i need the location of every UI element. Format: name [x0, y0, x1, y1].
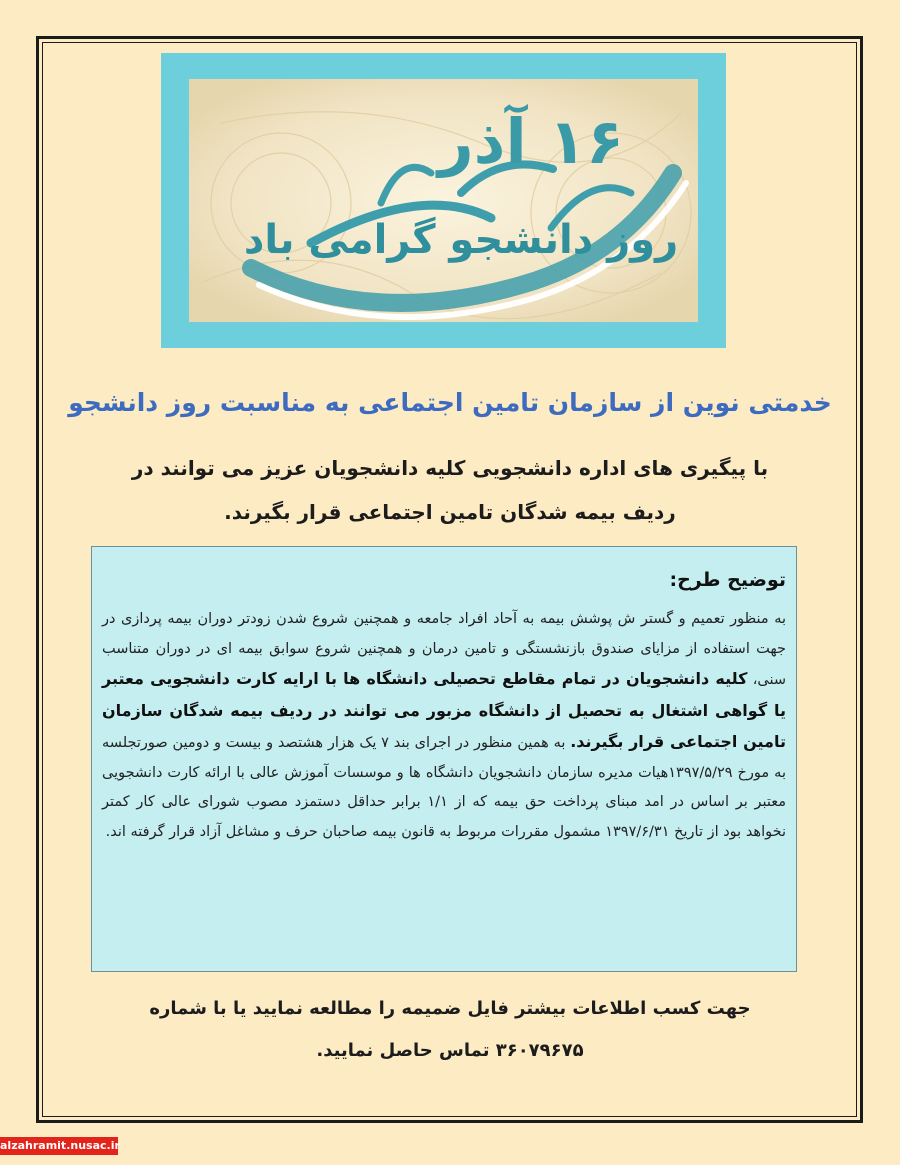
- page-headline: خدمتی نوین از سازمان تامین اجتماعی به مناسبت روز دانشجو: [68, 388, 832, 417]
- contact-note: جهت کسب اطلاعات بیشتر فایل ضمیمه را مطالعه نمایید یا با شماره ۳۶۰۷۹۶۷۵ تماس حاصل نمایید.: [149, 998, 751, 1061]
- description-box: [91, 546, 797, 972]
- description-title: توضیح طرح:: [669, 569, 786, 591]
- description-body: [102, 605, 786, 847]
- banner-date-text: ۱۶ آذر: [437, 105, 625, 178]
- description-text-part2: به همین منظور در اجرای بند ۷ یک هزار هشتصد و بیست و دومین صورتجلسه به مورخ ۱۳۹۷/۵/۲۹هیات مدیره سازمان دانشجویان دانشگاه ها و موسسات آموزش عالی با ارائه کارت دانشجویی معتبر بر اساس در امد مبنای پرداخت حق بیمه که از ۱/۱ برابر حداقل دستمزد مصوب شورای عالی کار کمتر نخواهد بود از تاریخ ۱۳۹۷/۶/۳۱ مشمول مقررات مربوط به قانون بیمه صاحبان حرف و مشاغل آزاد قرار گرفته اند.: [102, 735, 786, 840]
- site-watermark: alzahramit.nusac.ir: [0, 1137, 118, 1155]
- description-text-part1: به منظور تعمیم و گستر ش پوشش بیمه به آحاد افراد جامعه و همچنین شروع شدن زودتر دوران بیمه پردازی در جهت استفاده از مزایای صندوق بازنشستگی و تامین درمان و همچنین شروع سوابق بیمه ای در دوران متناسب سنی،: [102, 611, 786, 688]
- banner-artwork: [161, 53, 726, 348]
- banner-slogan: روز دانشجو گرامی باد: [243, 217, 679, 263]
- description-text-bold: کلیه دانشجویان در تمام مقاطع تحصیلی دانشگاه ها با ارایه کارت دانشجویی معتبر یا گواهی اشتغال به تحصیل از دانشگاه مزبور می توانند در ردیف بیمه شدگان سازمان تامین اجتماعی قرار بگیرند.: [102, 669, 786, 751]
- intro-paragraph: با پیگیری های اداره دانشجویی کلیه دانشجویان عزیز می توانند در ردیف بیمه شدگان تامین اجتماعی قرار بگیرند.: [131, 456, 769, 524]
- student-day-banner: [161, 53, 726, 348]
